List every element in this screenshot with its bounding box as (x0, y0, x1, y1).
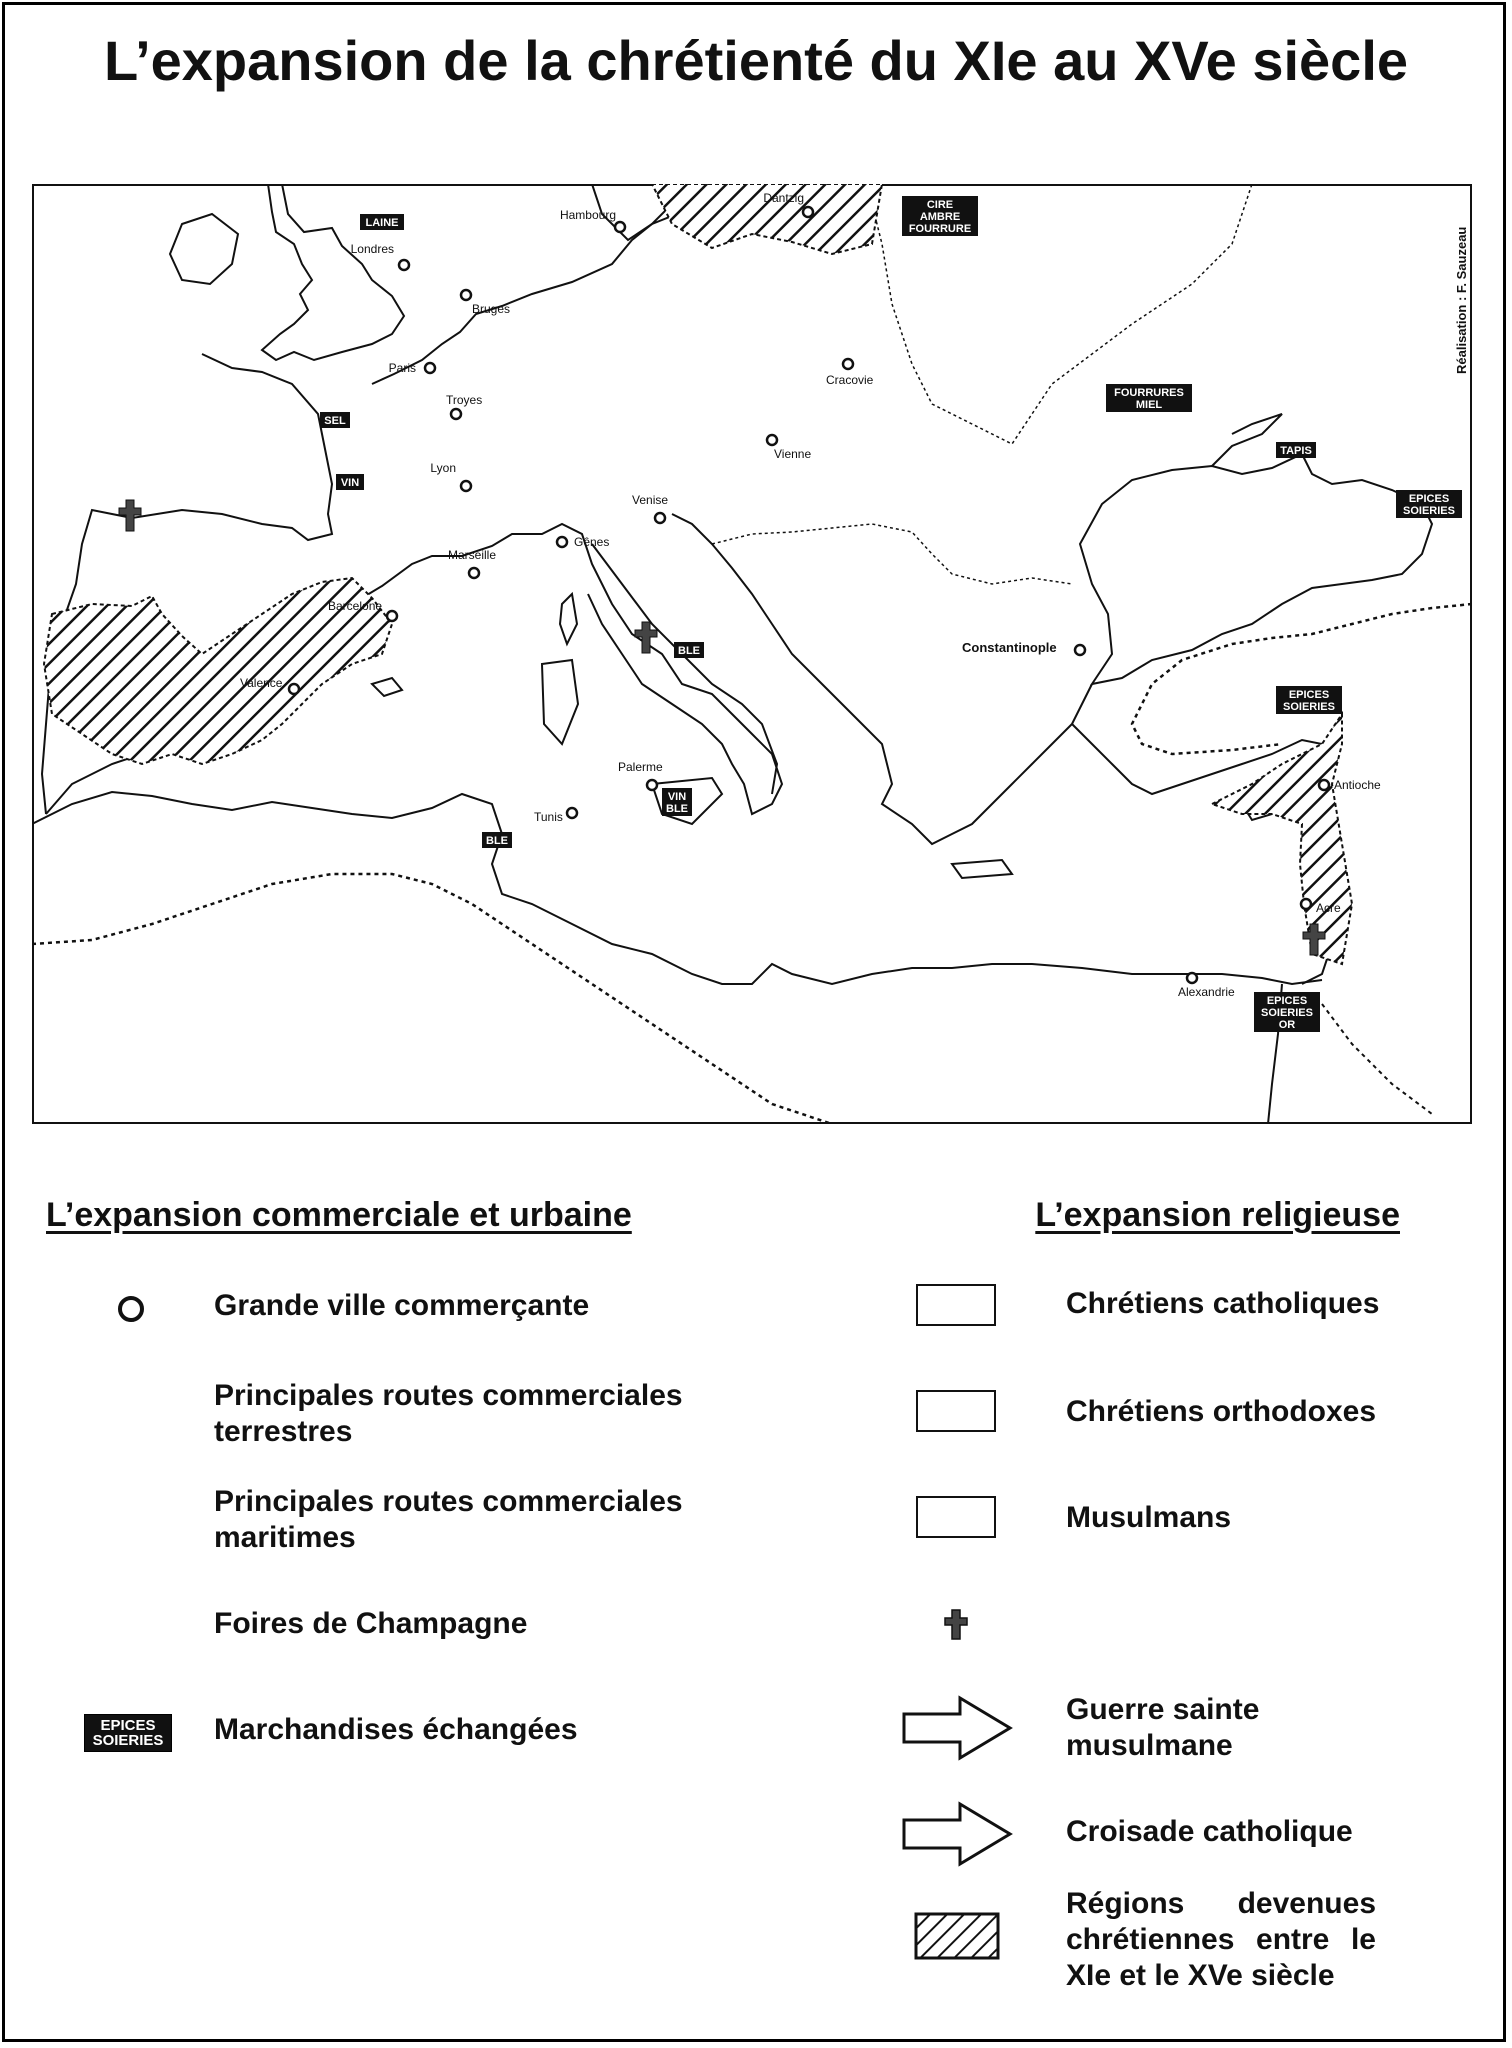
circle-icon (615, 222, 625, 232)
circle-icon (557, 537, 567, 547)
credit: Réalisation : F. Sauzeau (1454, 226, 1469, 374)
city-marker (389, 361, 435, 375)
circle-icon (843, 359, 853, 369)
circle-icon (655, 513, 665, 523)
circle-icon (399, 260, 409, 270)
city-label: Venise (632, 493, 669, 507)
arrow-icon (902, 1800, 1014, 1868)
circle-icon (289, 684, 299, 694)
circle-icon (451, 409, 461, 419)
circle-icon (461, 290, 471, 300)
city-label: Gênes (574, 535, 610, 549)
goods-tag (320, 412, 350, 428)
goods-label: EPICES SOIERIES (1283, 689, 1335, 713)
circle-icon (803, 207, 813, 217)
city-label: Dantzig (763, 191, 804, 205)
city-label: Cracovie (826, 373, 874, 387)
circle-icon (425, 363, 435, 373)
goods-label: BLE (678, 645, 700, 657)
city-label: Londres (350, 242, 394, 256)
goods-tag (674, 642, 704, 658)
circle-icon (387, 611, 397, 621)
legend-religious-title: L’expansion religieuse (1035, 1196, 1400, 1234)
city-label: Barcelone (328, 599, 383, 613)
circle-icon (116, 1294, 146, 1324)
goods-label: SEL (324, 415, 346, 427)
goods-tag (1106, 384, 1192, 412)
legend-muslim-box (916, 1496, 996, 1538)
legend-muslim-label: Musulmans (1066, 1501, 1232, 1534)
city-label: Tunis (534, 810, 563, 824)
city-label: Bruges (472, 302, 511, 316)
goods-label: TAPIS (1280, 445, 1312, 457)
circle-icon (1319, 780, 1329, 790)
goods-tag (336, 474, 364, 490)
goods-tag (1276, 686, 1342, 714)
goods-tag (662, 788, 692, 816)
city-label: Constantinople (962, 640, 1057, 655)
circle-icon (647, 780, 657, 790)
city-label: Troyes (446, 393, 483, 407)
city-label: Marseille (448, 548, 497, 562)
goods-label: VIN (340, 477, 360, 489)
circle-icon (461, 481, 471, 491)
goods-label: EPICES SOIERIES OR (1261, 995, 1313, 1031)
goods-label: CIRE AMBRE FOURRURE (908, 199, 972, 235)
circle-icon (1301, 899, 1311, 909)
goods-tag (1276, 442, 1316, 458)
city-label: Acre (1316, 901, 1341, 915)
circle-icon (469, 568, 479, 578)
legend-commercial-title: L’expansion commerciale et urbaine (46, 1196, 632, 1234)
cross-icon (944, 1608, 968, 1640)
legend-crusade-label: Croisade catholique (1066, 1815, 1353, 1848)
goods-label: LAINE (365, 217, 399, 229)
goods-tag (360, 214, 404, 230)
legend-sea-routes-label: Principales routes commerciales maritimes (214, 1485, 683, 1554)
city-marker (557, 535, 609, 549)
goods-tag (1254, 992, 1320, 1032)
legend-catholic-label: Chrétiens catholiques (1066, 1287, 1380, 1320)
circle-icon (1075, 645, 1085, 655)
legend-fairs-label: Foires de Champagne (214, 1607, 528, 1640)
city-label: Paris (388, 361, 416, 375)
circle-icon (1187, 973, 1197, 983)
legend-orthodox-box (916, 1390, 996, 1432)
goods-label: VIN BLE (666, 791, 688, 815)
city-label: Palerme (618, 760, 663, 774)
page-title: L’expansion de la chrétienté du XIe au XVe siècle (103, 29, 1409, 92)
goods-label: FOURRURES MIEL (1114, 387, 1184, 411)
goods-label: EPICES SOIERIES (1403, 493, 1455, 517)
legend-land-routes-label: Principales routes commerciales terrestres (214, 1379, 683, 1448)
city-label: Hambourg (559, 208, 616, 222)
map (32, 184, 1472, 1124)
city-label: Antioche (1334, 778, 1381, 792)
circle-icon (767, 435, 777, 445)
goods-tag (1396, 490, 1462, 518)
city-label: Lyon (430, 461, 456, 475)
legend-city-label: Grande ville commerçante (214, 1289, 590, 1322)
circle-icon (567, 808, 577, 818)
legend-jihad-label: Guerre sainte musulmane (1066, 1693, 1260, 1762)
goods-tag (482, 832, 512, 848)
city-label: Valence (240, 676, 283, 690)
legend-new-christian-label: Régions devenues chrétiennes entre le XIe et le XVe siècle (1066, 1887, 1376, 1992)
arrow-icon (902, 1694, 1014, 1762)
legend-goods-label: Marchandises échangées (214, 1713, 578, 1746)
goods-label: BLE (486, 835, 508, 847)
legend-catholic-box (916, 1284, 996, 1326)
hatched-box (914, 1912, 1000, 1960)
legend-goods-tag: EPICES SOIERIES (84, 1714, 172, 1752)
city-label: Alexandrie (1178, 985, 1235, 999)
goods-tag (902, 196, 978, 236)
legend-orthodox-label: Chrétiens orthodoxes (1066, 1395, 1377, 1428)
city-label: Vienne (774, 447, 812, 461)
